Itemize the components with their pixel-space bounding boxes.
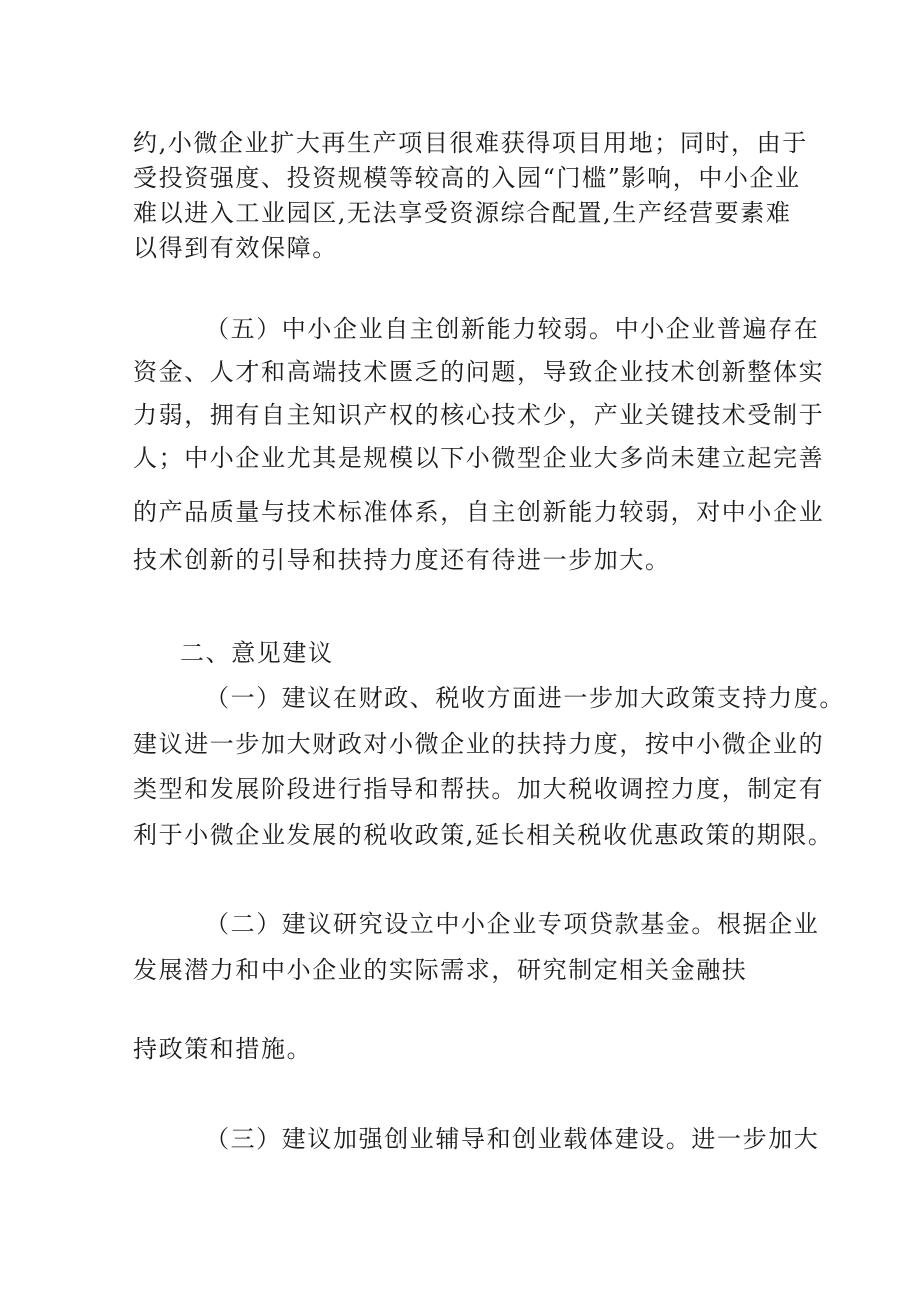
paragraph-line: 发展潜力和中小企业的实际需求，研究制定相关金融扶 (133, 956, 748, 984)
paragraph-line: 技术创新的引导和扶持力度还有待进一步加大。 (133, 546, 671, 574)
paragraph-line: 持政策和措施。 (133, 1035, 313, 1063)
paragraph-line: 建议进一步加大财政对小微企业的扶持力度，按中小微企业的 (133, 730, 825, 758)
paragraph-line: 人；中小企业尤其是规模以下小微型企业大多尚未建立起完善 (133, 444, 825, 472)
paragraph-line: 力弱，拥有自主知识产权的核心技术少，产业关键技术受制于 (133, 401, 825, 429)
paragraph-line: 难以进入工业园区,无法享受资源综合配置,生产经营要素难 (133, 199, 792, 227)
paragraph-line: 类型和发展阶段进行指导和帮扶。加大税收调控力度，制定有 (133, 775, 825, 803)
section-heading: 二、意见建议 (180, 639, 334, 667)
paragraph-line: （三）建议加强创业辅导和创业载体建设。进一步加大 (205, 1125, 820, 1153)
paragraph-line: 受投资强度、投资规模等较高的入园“门槛”影响，中小企业 (133, 164, 801, 192)
paragraph-line: （一）建议在财政、税收方面进一步加大政策支持力度。 (205, 684, 845, 712)
paragraph-line: （五）中小企业自主创新能力较弱。中小企业普遍存在 (205, 315, 820, 343)
paragraph-line: 资金、人才和高端技术匮乏的问题，导致企业技术创新整体实 (133, 358, 825, 386)
paragraph-line: （二）建议研究设立中小企业专项贷款基金。根据企业 (205, 910, 820, 938)
paragraph-line: 的产品质量与技术标准体系，自主创新能力较弱，对中小企业 (133, 498, 825, 526)
paragraph-line: 约,小微企业扩大再生产项目很难获得项目用地；同时，由于 (133, 129, 808, 157)
paragraph-line: 以得到有效保障。 (133, 234, 338, 262)
paragraph-line: 利于小微企业发展的税收政策,延长相关税收优惠政策的期限。 (133, 821, 834, 849)
